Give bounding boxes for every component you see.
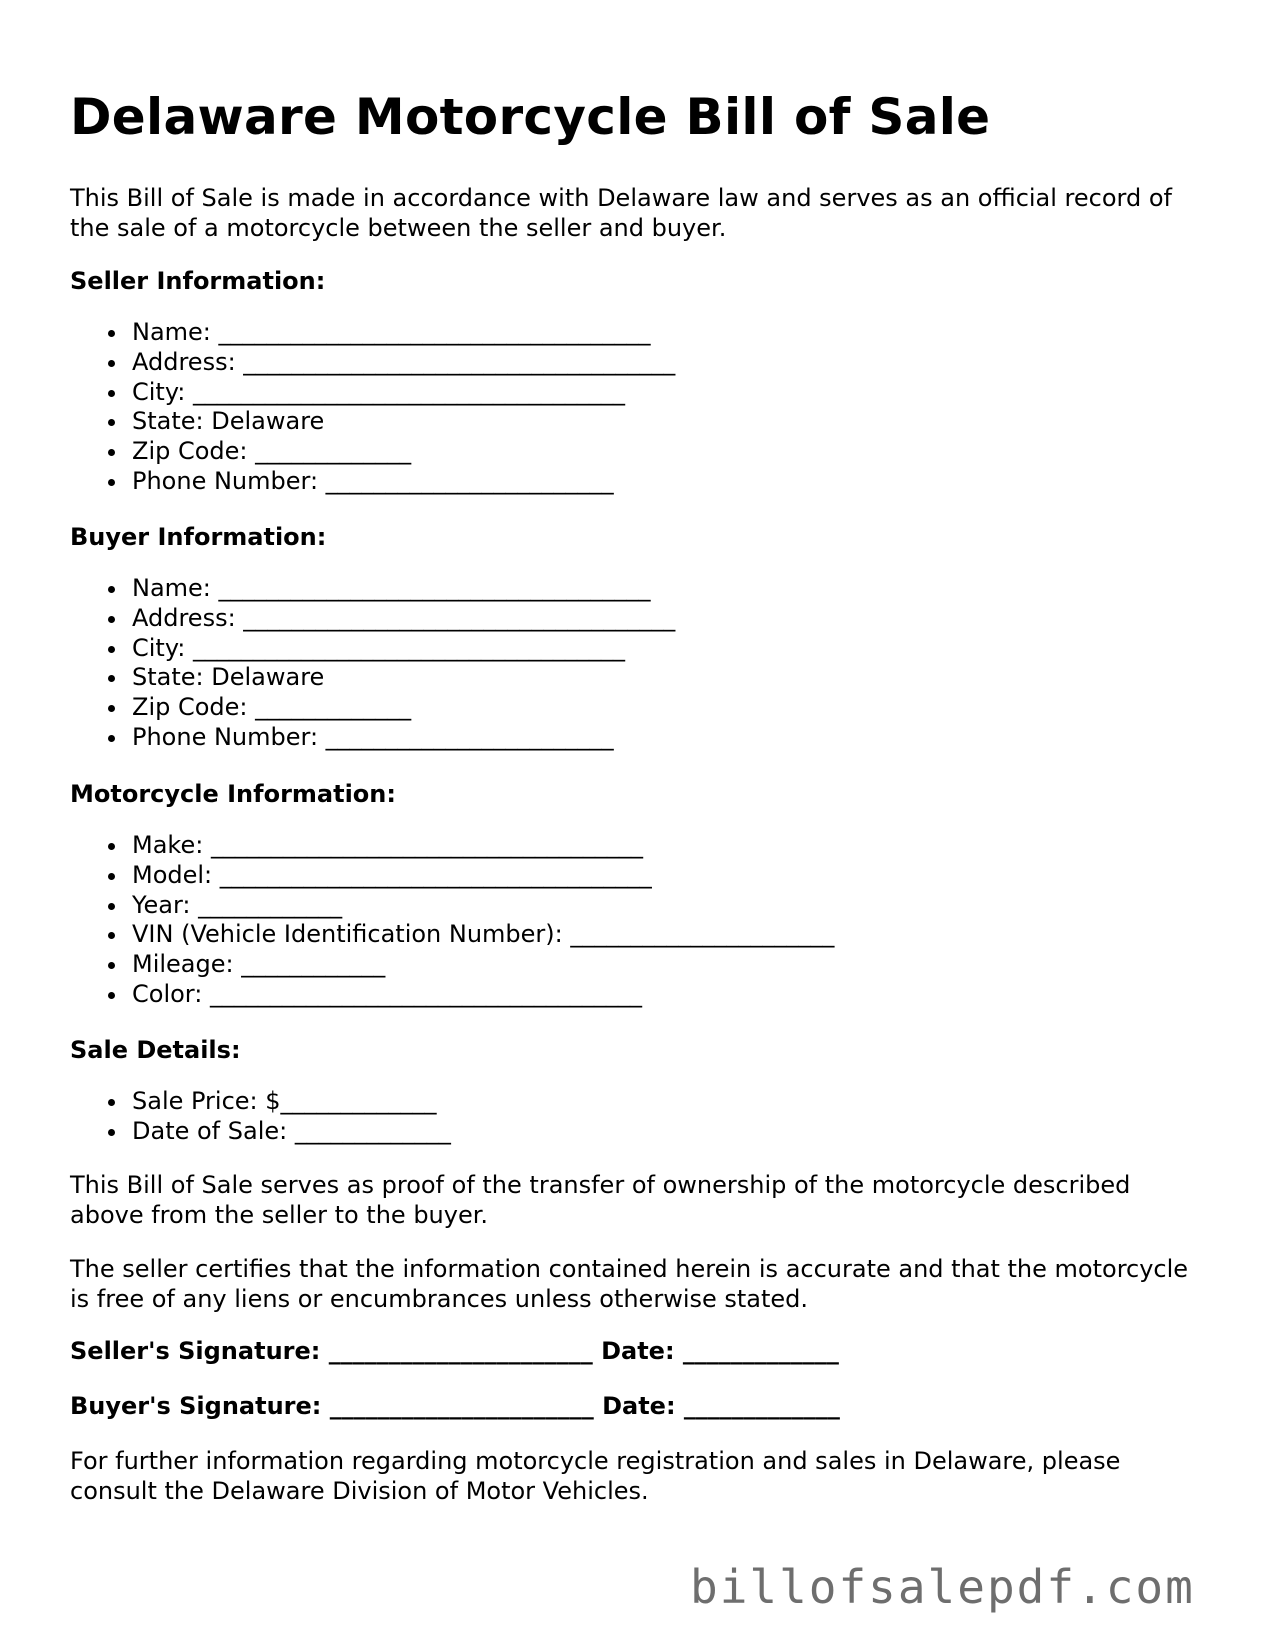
motorcycle-model-field: Model: ____________________________________ <box>132 861 834 891</box>
seller-heading: Seller Information: <box>70 267 326 295</box>
buyer-zip-field: Zip Code: _____________ <box>132 693 675 723</box>
footer-note: For further information regarding motorcycle registration and sales in Delaware, please consult the Delaware Division of Motor Vehicles. <box>70 1447 1121 1505</box>
sale-heading: Sale Details: <box>70 1036 241 1064</box>
motorcycle-heading: Motorcycle Information: <box>70 780 396 808</box>
motorcycle-mileage-field: Mileage: ____________ <box>132 950 834 980</box>
sale-price-field: Sale Price: $_____________ <box>132 1087 451 1117</box>
seller-zip-field: Zip Code: _____________ <box>132 437 675 467</box>
proof-paragraph: This Bill of Sale serves as proof of the transfer of ownership of the motorcycle described above from the seller to the buyer. <box>70 1171 1131 1229</box>
seller-signature-line: Seller's Signature: ______________________ Date: _____________ <box>70 1337 839 1365</box>
buyer-phone-field: Phone Number: ________________________ <box>132 723 675 753</box>
seller-list <box>70 318 675 497</box>
buyer-state-field: State: Delaware <box>132 663 675 693</box>
buyer-signature-line: Buyer's Signature: ______________________ Date: _____________ <box>70 1392 840 1420</box>
sale-date-field: Date of Sale: _____________ <box>132 1116 451 1145</box>
buyer-list <box>70 574 675 753</box>
document-title: Delaware Motorcycle Bill of Sale <box>70 88 991 146</box>
seller-city-field: City: ____________________________________ <box>132 378 675 408</box>
buyer-address-field: Address: ____________________________________ <box>132 603 676 632</box>
buyer-heading: Buyer Information: <box>70 523 327 551</box>
seller-name-field: Name: ____________________________________ <box>132 318 675 348</box>
sale-list <box>70 1087 451 1147</box>
buyer-name-field: Name: ____________________________________ <box>132 574 675 604</box>
motorcycle-color-field: Color: ____________________________________ <box>132 980 834 1010</box>
watermark-text: billofsalepdf.com <box>690 1560 1195 1614</box>
motorcycle-vin-field: VIN (Vehicle Identification Number): ______________________ <box>132 920 835 949</box>
motorcycle-year-field: Year: ____________ <box>132 891 834 921</box>
intro-paragraph: This Bill of Sale is made in accordance with Delaware law and serves as an official record of the sale of a motorcycle between the seller and buyer. <box>70 184 1172 242</box>
certify-paragraph: The seller certifies that the information contained herein is accurate and that the motorcycle is free of any liens or encumbrances unless otherwise stated. <box>70 1255 1189 1313</box>
seller-address-field: Address: ____________________________________ <box>132 347 676 376</box>
seller-phone-field: Phone Number: ________________________ <box>132 467 675 497</box>
motorcycle-list <box>70 831 834 1010</box>
seller-state-field: State: Delaware <box>132 407 675 437</box>
buyer-city-field: City: ____________________________________ <box>132 634 675 664</box>
motorcycle-make-field: Make: ____________________________________ <box>132 831 834 861</box>
